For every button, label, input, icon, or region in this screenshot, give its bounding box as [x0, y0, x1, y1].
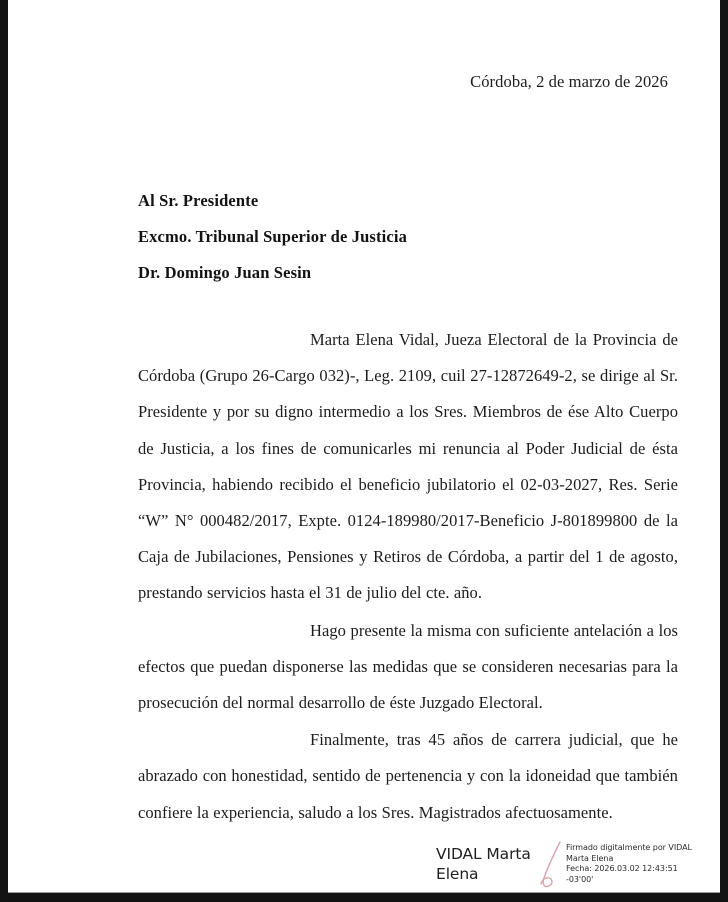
signature-flourish-icon	[540, 840, 566, 892]
body-paragraph-1: Marta Elena Vidal, Jueza Electoral de la Provincia de Córdoba (Grupo 26-Cargo 032)-, Leg. 2109, cuil 27-12872649-2, se dirige al Sr. Presidente y por su digno intermedio a los Sres. Miembros de ése Alto Cuerpo de Justicia, a los fines de comunicarles mi renuncia al Poder Judicial de ésta Provincia, habiendo recibido el beneficio jubilatorio el 02-03-2027, Res. Serie “W” N° 000482/2017, Expte. 0124-189980/2017-Beneficio J-801899800 de la Caja de Jubilaciones, Pensiones y Retiros de Córdoba, a partir del 1 de agosto, prestando servicios hasta el 31 de julio del cte. año.	[138, 330, 678, 603]
addressee-line-name: Dr. Domingo Juan Sesin	[138, 263, 312, 282]
signature-detail-line-4: -03'00'	[566, 874, 594, 884]
viewer-right-gutter	[720, 0, 728, 902]
signature-detail-line-2: Marta Elena	[566, 853, 614, 863]
addressee-block	[138, 183, 658, 291]
body-paragraph-2: Hago presente la misma con suficiente antelación a los efectos que puedan disponerse las medidas que se consideren necesarias para la prosecución del normal desarrollo de éste Juzgado Electoral.	[138, 620, 678, 713]
date-line: Córdoba, 2 de marzo de 2026	[470, 72, 668, 91]
signature-name-line-2: Elena	[436, 865, 479, 883]
signature-detail-line-3: Fecha: 2026.03.02 12:43:51	[566, 864, 678, 874]
signature-detail-line-1: Firmado digitalmente por VIDAL	[566, 843, 692, 852]
letter-body	[138, 322, 678, 831]
digital-signature-stamp	[436, 840, 692, 893]
signature-details	[566, 840, 692, 885]
signature-name	[436, 840, 540, 884]
document-page	[8, 0, 720, 893]
viewer-left-gutter	[0, 0, 8, 902]
addressee-line-court: Excmo. Tribunal Superior de Justicia	[138, 227, 407, 246]
body-paragraph-3: Finalmente, tras 45 años de carrera judicial, que he abrazado con honestidad, sentido de pertenencia y con la idoneidad que también confiere la experiencia, saludo a los Sres. Magistrados afectuosamente.	[138, 730, 678, 822]
addressee-line-title: Al Sr. Presidente	[138, 191, 259, 210]
signature-name-line-1: VIDAL Marta	[436, 845, 531, 863]
